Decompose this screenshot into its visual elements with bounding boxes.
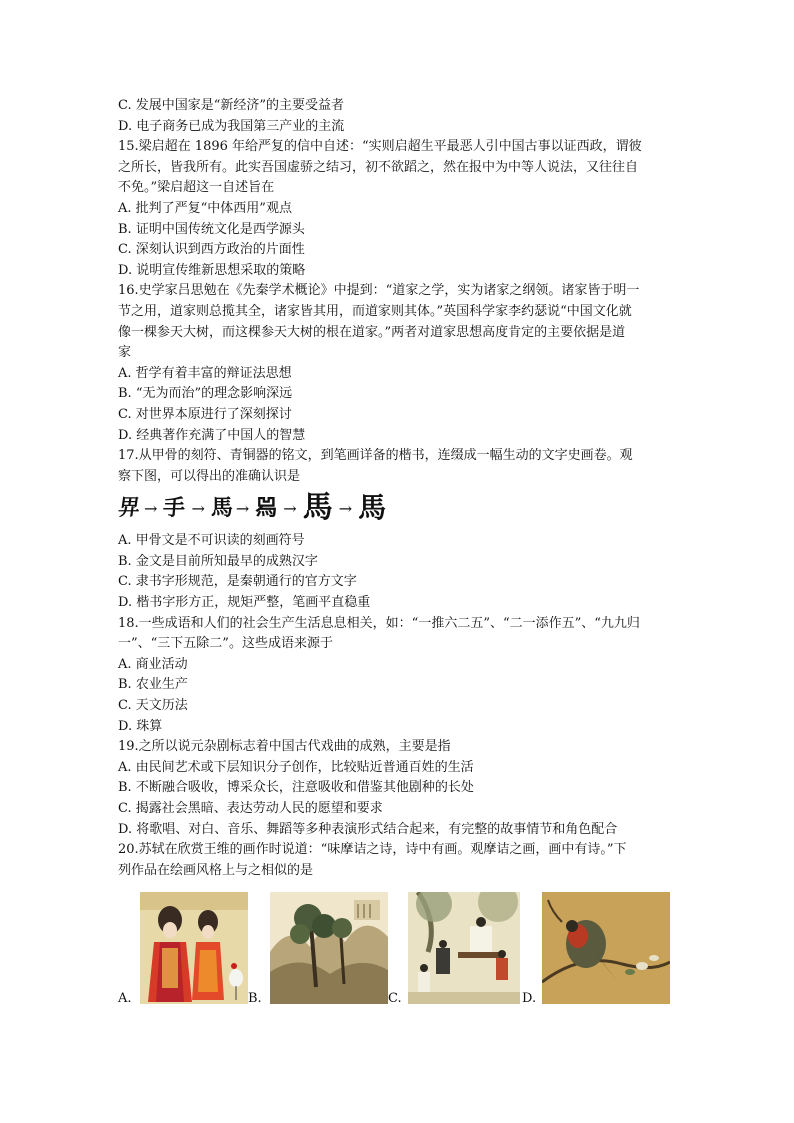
option-c-label: C. (388, 991, 402, 1006)
text-line: D. 电子商务已成为我国第三产业的主流 (118, 118, 345, 134)
option-b-label: B. (248, 991, 262, 1006)
regular-script-glyph: 馬 (358, 491, 387, 525)
option-d: D. 经典著作充满了中国人的智慧 (118, 427, 306, 443)
option-b: B. 金文是目前所知最早的成熟汉字 (118, 553, 318, 569)
question-19-stem: 19.之所以说元杂剧标志着中国古代戏曲的成熟，主要是指 (118, 739, 451, 755)
large-seal-glyph: 馬 (210, 495, 230, 522)
text-line: 节之用，道家则总揽其全，诸家皆其用，而道家则其体。”英国科学家李约瑟说“中国文化就 (118, 303, 632, 319)
painting-options (118, 892, 678, 1008)
painting-d-bird-and-flower (542, 892, 670, 1004)
option-a: A. 批判了严复“中体西用”观点 (118, 200, 292, 216)
oracle-bone-glyph: 𢌿 (116, 495, 140, 522)
bronze-glyph: 手 (162, 495, 187, 522)
question-15-stem: 15.梁启超在 1896 年给严复的信中自述：“实则启超生平最恶人引中国古事以证西政，谓彼 (118, 139, 642, 155)
text-line: 不免。”梁启超这一自述旨在 (118, 180, 275, 196)
text-line: 一”、“三下五除二”。这些成语来源于 (118, 636, 333, 652)
option-a: A. 由民间艺术或下层知识分子创作，比较贴近普通百姓的生活 (118, 759, 474, 775)
option-c: C. 揭露社会黑暗、表达劳动人民的愿望和要求 (118, 801, 383, 816)
arrow-icon: → (235, 498, 250, 518)
option-b: B. “无为而治”的理念影响深远 (118, 386, 293, 402)
option-c: C. 对世界本原进行了深刻探讨 (118, 406, 292, 422)
question-16-stem: 16.史学家吕思勉在《先秦学术概论》中提到：“道家之学，实为诸家之纲领。诸家皆于明一 (118, 283, 640, 299)
option-b: B. 证明中国传统文化是西学源头 (118, 221, 305, 237)
question-18-stem: 18.一些成语和人们的社会生产生活息息相关，如：“一推六二五”、“二一添作五”、“九九归 (118, 615, 640, 631)
painting-b-landscape (270, 892, 388, 1004)
option-d: D. 珠算 (118, 718, 163, 734)
option-c: C. 深刻认识到西方政治的片面性 (118, 242, 305, 258)
option-a: A. 商业活动 (118, 656, 188, 672)
option-c: C. 天文历法 (118, 698, 188, 714)
arrow-icon: → (283, 498, 297, 518)
option-b: B. 农业生产 (118, 677, 188, 693)
text-line: 之所长，皆我所有。此实吾国虚骄之结习，初不欲蹈之，然在报中为中等人说法，又往往自 (118, 159, 639, 175)
question-20-stem: 20.苏轼在欣赏王维的画作时说道：“味摩诘之诗，诗中有画。观摩诘之画，画中有诗。”下 (118, 842, 627, 858)
text-block-1 (118, 96, 678, 487)
question-page (118, 96, 678, 881)
option-c: C. 隶书字形规范，是秦朝通行的官方文字 (118, 574, 357, 590)
text-block-2 (118, 531, 678, 881)
text-line: 家 (118, 345, 132, 361)
arrow-icon: → (338, 498, 353, 518)
option-d-label: D. (522, 991, 537, 1006)
clerical-glyph: 馬 (302, 490, 333, 526)
option-a: A. 哲学有着丰富的辩证法思想 (118, 365, 292, 381)
script-evolution-figure (118, 489, 678, 527)
question-17-stem: 17.从甲骨的刻符、青铜器的铭文，到笔画详备的楷书，连缀成一幅生动的文字史画卷。观 (118, 448, 633, 464)
option-d: D. 说明宣传维新思想采取的策略 (118, 262, 306, 278)
option-d: D. 将歌唱、对白、音乐、舞蹈等多种表演形式结合起来，有完整的故事情节和角色配合 (118, 821, 618, 837)
painting-c-literati-gathering (408, 892, 520, 1004)
arrow-icon: → (191, 498, 205, 518)
option-b: B. 不断融合吸收，博采众长，注意吸收和借鉴其他剧种的长处 (118, 780, 474, 796)
small-seal-glyph: 𤉡 (255, 495, 278, 522)
option-d: D. 楷书字形方正，规矩严整，笔画平直稳重 (118, 595, 371, 611)
painting-a-court-ladies (140, 892, 248, 1004)
text-line: 察下图，可以得出的准确认识是 (118, 468, 301, 484)
text-line: C. 发展中国家是“新经济”的主要受益者 (118, 98, 345, 113)
text-line: 像一棵参天大树，而这棵参天大树的根在道家。”两者对道家思想高度肯定的主要依据是道 (118, 324, 626, 340)
text-line: 列作品在绘画风格上与之相似的是 (118, 862, 314, 878)
option-a: A. 甲骨文是不可识读的刻画符号 (118, 533, 305, 549)
arrow-icon: → (144, 498, 158, 518)
option-a-label: A. (118, 991, 132, 1006)
